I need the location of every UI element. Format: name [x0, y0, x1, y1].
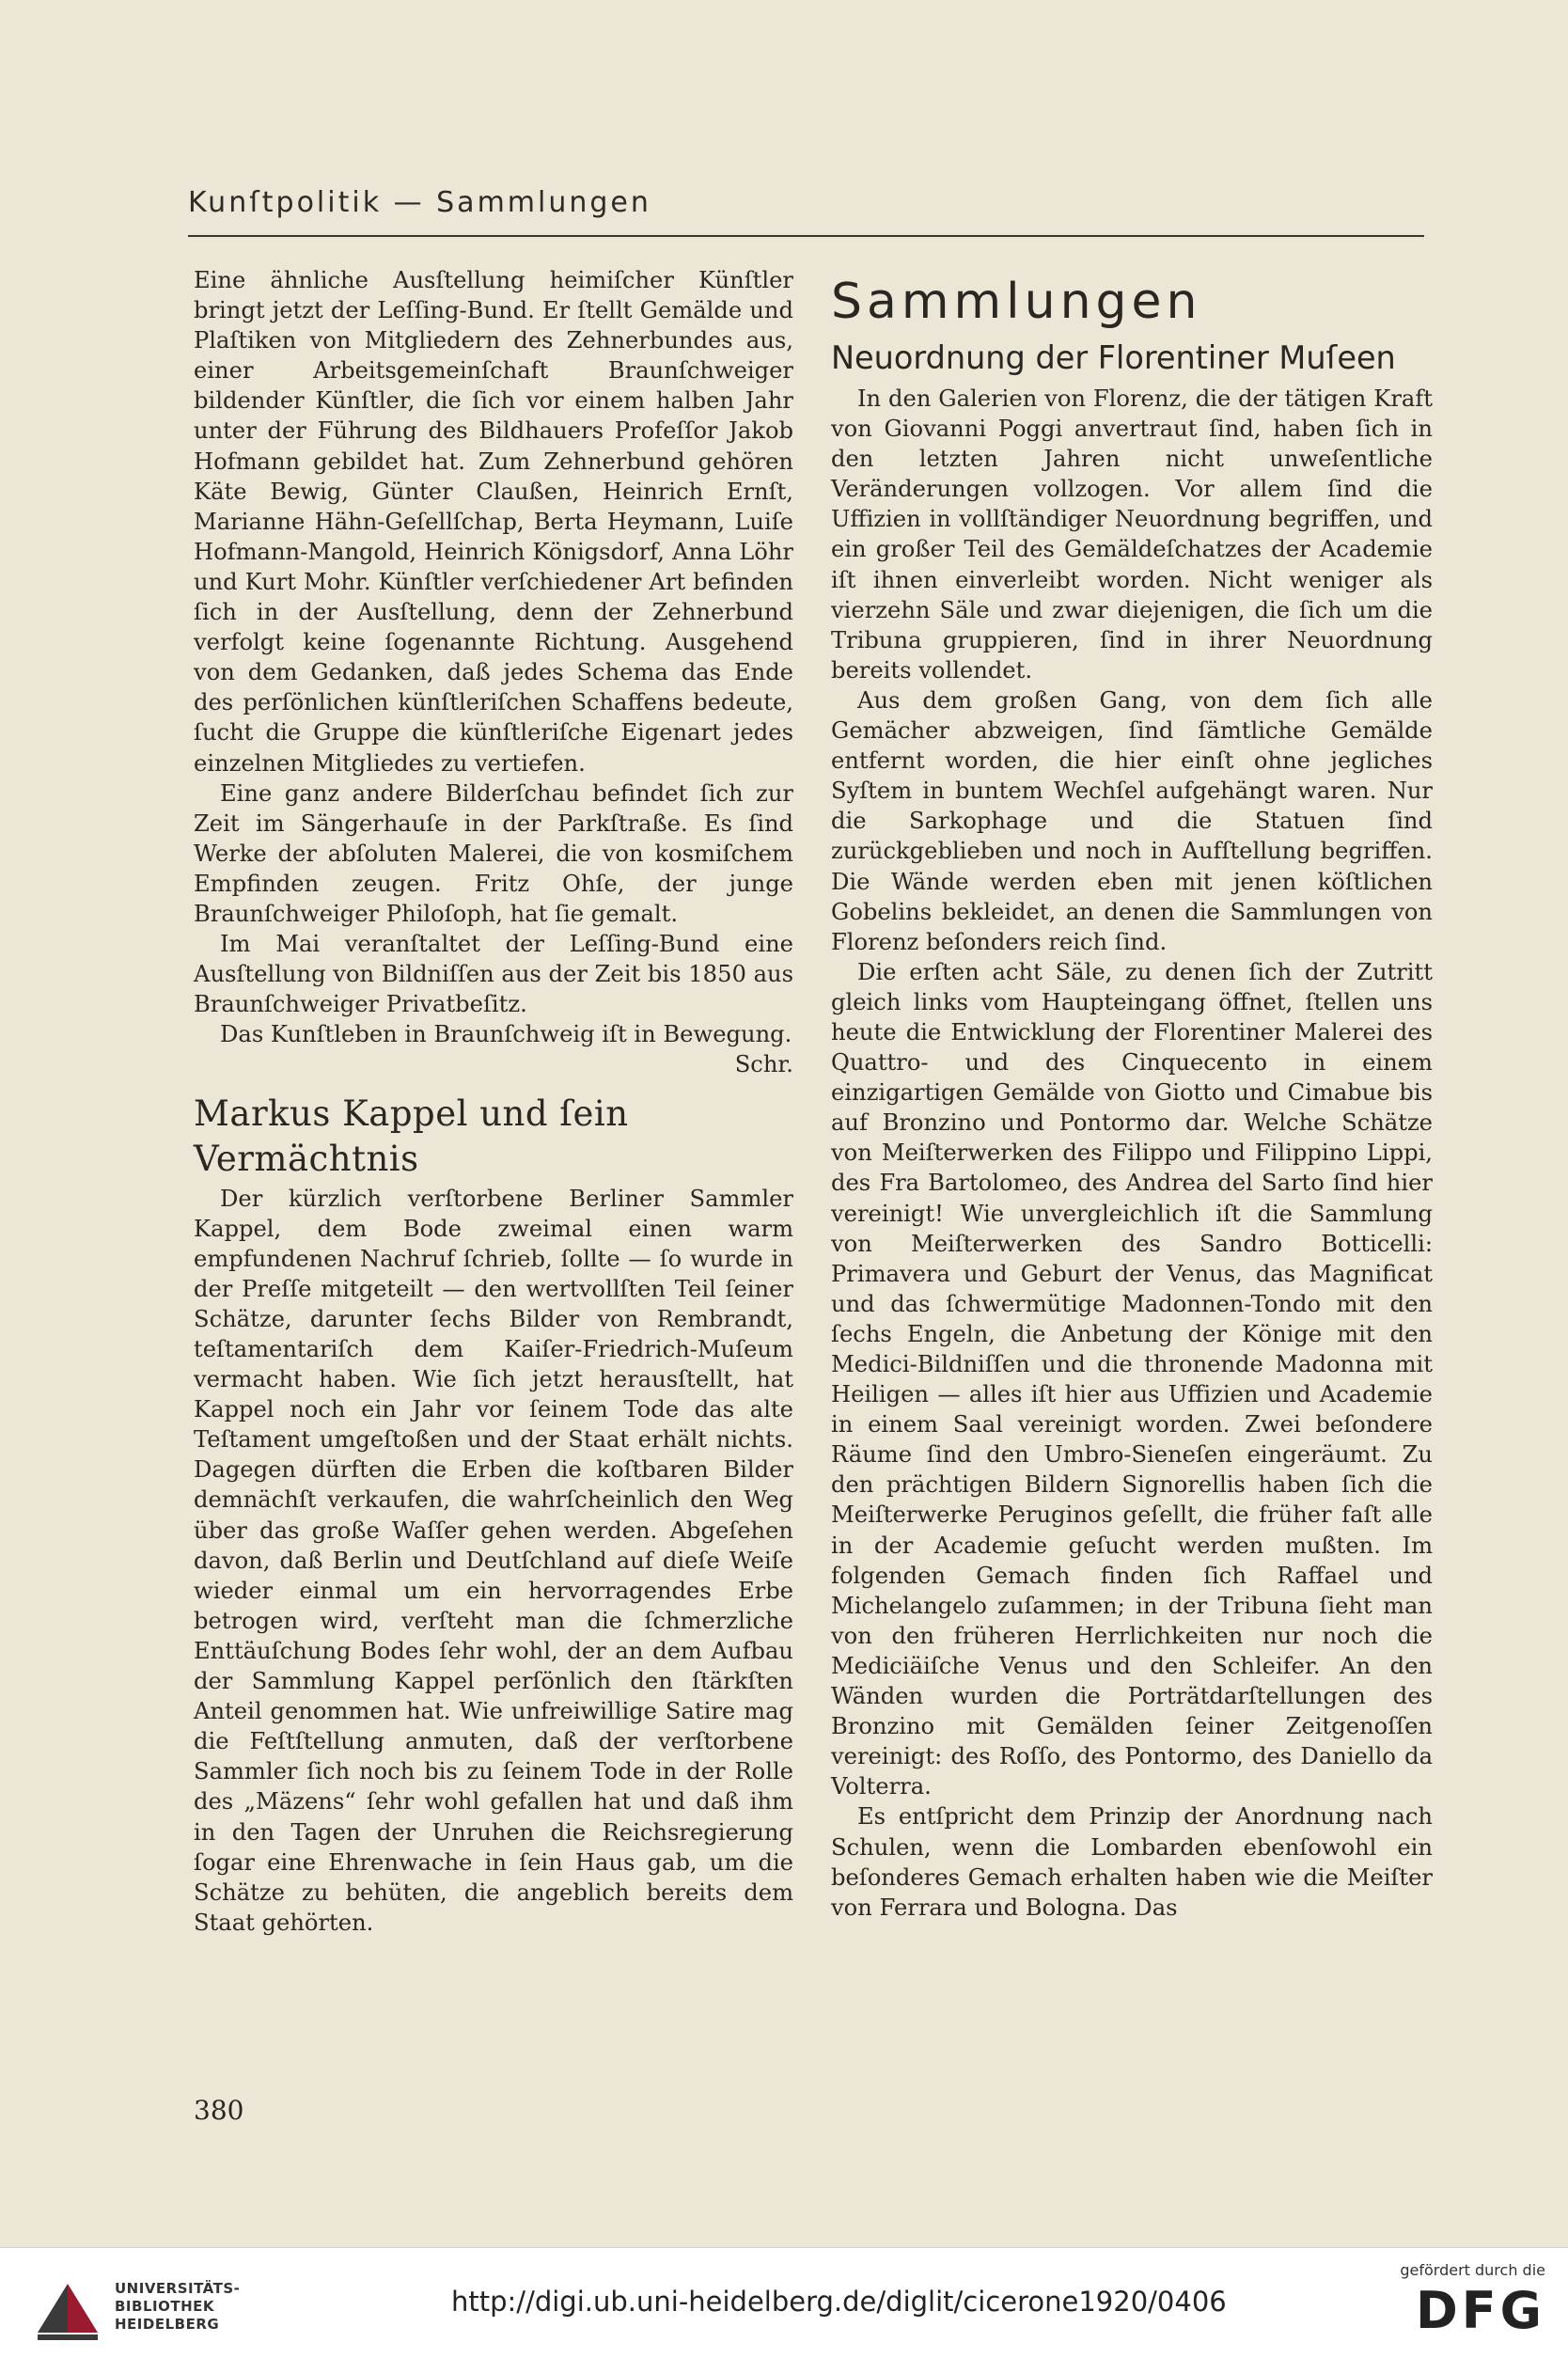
university-library-logo-icon[interactable]	[34, 2276, 102, 2344]
running-head: Kunſtpolitik — Sammlungen	[188, 186, 651, 219]
paragraph: In den Galerien von Florenz, die der tätigen Kraft von Giovanni Poggi anvertraut ſind, haben ſich in den letzten Jahren nicht unweſentliche Veränderungen vollzogen. Vor allem ſind die Uffizien in vollſtändiger Neuordnung begriffen, und ein großer Teil des Gemäldeſchatzes der Academie iſt ihnen einverleibt worden. Nicht weniger als vierzehn Säle und zwar diejenigen, die ſich um die Tribuna gruppieren, ſind in ihrer Neuordnung bereits vollendet.	[831, 385, 1433, 684]
paragraph: Es entſpricht dem Prinzip der Anordnung nach Schulen, wenn die Lombarden ebenſowohl ein beſonderes Gemach erhalten haben wie die Meiſter von Ferrara und Bologna. Das	[831, 1803, 1433, 1921]
institution-line: BIBLIOTHEK	[115, 2298, 214, 2315]
funding-caption: gefördert durch die	[1400, 2261, 1545, 2279]
right-column	[831, 265, 1433, 1923]
paragraph: Der kürzlich verſtorbene Berliner Sammler Kappel, dem Bode zweimal einen warm empfundenen Nachruf ſchrieb, ſollte — ſo wurde in der Preſſe mitgeteilt — den wertvollſten Teil ſeiner Schätze, darunter ſechs Bilder von Rembrandt, teſtamentariſch dem Kaiſer-Friedrich-Muſeum vermacht haben. Wie ſich jetzt herausſtellt, hat Kappel noch ein Jahr vor ſeinem Tode das alte Teſtament umgeſtoßen und der Staat erhält nichts. Dagegen dürften die Erben die koſtbaren Bilder demnächſt verkaufen, die wahrſcheinlich den Weg über das große Waſſer gehen werden. Abgeſehen davon, daß Berlin und Deutſchland auf dieſe Weiſe wieder einmal um ein hervorragendes Erbe betrogen wird, verſteht man die ſchmerzliche Enttäuſchung Bodes ſehr wohl, der an dem Aufbau der Sammlung Kappel perſönlich den ſtärkſten Anteil genommen hat. Wie unfreiwillige Satire mag die Feſtſtellung anmuten, daß der verſtorbene Sammler ſich noch bis zu ſeinem Tode in der Rolle des „Mäzens“ ſehr wohl gefallen hat und daß ihm in den Tagen der Unruhen die Reichsregierung ſogar eine Ehrenwache in ſein Haus gab, um die Schätze zu behüten, die angeblich bereits dem Staat gehörten.	[194, 1185, 793, 1936]
article-heading: Neuordnung der Florentiner Muſeen	[831, 339, 1396, 376]
viewer-footer	[0, 2247, 1568, 2358]
header-rule	[188, 235, 1424, 237]
paragraph: Im Mai veranſtaltet der Leſſing-Bund eine Ausſtellung von Bildniſſen aus der Zeit bis 1850 aus Braunſchweiger Privatbeſitz.	[194, 931, 793, 1018]
section-heading: Markus Kappel und ſein Vermächtnis	[194, 1093, 629, 1179]
paragraph: Eine ähnliche Ausſtellung heimiſcher Künſtler bringt jetzt der Leſſing-Bund. Er ſtellt Gemälde und Plaſtiken von Mitgliedern des Zehnerbundes aus, einer Arbeitsgemeinſchaft Braunſchweiger bildender Künſtler, die ſich vor einem halben Jahr unter der Führung des Bildhauers Profeſſor Jakob Hofmann gebildet hat. Zum Zehnerbund gehören Käte Bewig, Günter Claußen, Heinrich Ernſt, Marianne Hähn-Geſellſchap, Berta Heymann, Luiſe Hofmann-Mangold, Heinrich Königsdorf, Anna Löhr und Kurt Mohr. Künſtler verſchiedener Art befinden ſich in der Ausſtellung, denn der Zehnerbund verfolgt keine ſogenannte Richtung. Ausgehend von dem Gedanken, daß jedes Schema das Ende des perſönlichen künſtleriſchen Schaffens bedeute, ſucht die Gruppe die künſtleriſche Eigenart jedes einzelnen Mitgliedes zu vertiefen.	[194, 267, 793, 777]
author-signature: Schr.	[734, 1051, 793, 1078]
institution-line: UNIVERSITÄTS-	[115, 2280, 241, 2297]
paragraph: Eine ganz andere Bilderſchau befindet ſich zur Zeit im Sängerhauſe in der Parkſtraße. Es ſind Werke der abſoluten Malerei, die von kosmiſchem Empfinden zeugen. Fritz Ohſe, der junge Braunſchweiger Philoſoph, hat ſie gemalt.	[194, 779, 793, 927]
paragraph: Die erſten acht Säle, zu denen ſich der Zutritt gleich links vom Haupteingang öffnet, ſtellen uns heute die Entwicklung der Florentiner Malerei des Quattro- und des Cinquecento in einem einzigartigen Gemälde von Giotto und Cimabue bis auf Bronzino und Pontormo dar. Welche Schätze von Meiſterwerken des Filippo und Filippino Lippi, des Fra Bartolomeo, des Andrea del Sarto ſind hier vereinigt! Wie unvergleichlich iſt die Sammlung von Meiſterwerken des Sandro Botticelli: Primavera und Geburt der Venus, das Magnificat und das ſchwermütige Madonnen-Tondo mit den ſechs Engeln, die Anbetung der Könige mit den Medici-Bildniſſen und die thronende Madonna mit Heiligen — alles iſt hier aus Uffizien und Academie in einem Saal vereinigt worden. Zwei beſondere Räume ſind den Umbro-Sieneſen eingeräumt. Zu den prächtigen Bildern Signorellis haben ſich die Meiſterwerke Peruginos geſellt, die früher faſt alle in der Academie geſucht werden mußten. Im folgenden Gemach finden ſich Raffael und Michelangelo zuſammen; in der Tribuna ſieht man von den früheren Herrlichkeiten nur noch die Mediciäiſche Venus und den Schleifer. An den Wänden wurden die Porträtdarſtellungen des Bronzino mit Gemälden ſeiner Zeitgenoſſen vereinigt: des Roſſo, des Pontormo, des Daniello da Volterra.	[831, 958, 1433, 1800]
page-number: 380	[194, 2095, 244, 2126]
section-title: Sammlungen	[831, 274, 1202, 330]
university-library-name[interactable]	[115, 2280, 240, 2334]
paragraph	[194, 1019, 793, 1079]
permalink-url[interactable]: http://digi.ub.uni-heidelberg.de/diglit/cicerone1920/0406	[451, 2286, 1227, 2318]
institution-line: HEIDELBERG	[115, 2316, 220, 2333]
left-column	[194, 265, 793, 1938]
paragraph-text: Das Kunſtleben in Braunſchweig iſt in Bewegung.	[220, 1021, 792, 1048]
paragraph: Aus dem großen Gang, von dem ſich alle Gemächer abzweigen, ſind ſämtliche Gemälde entfernt worden, die hier einſt ohne jegliches Syſtem in buntem Wechſel aufgehängt waren. Nur die Sarkophage und die Statuen ſind zurückgeblieben und noch in Aufſtellung begriffen. Die Wände werden eben mit jenen köſtlichen Gobelins bekleidet, an denen die Sammlungen von Florenz beſonders reich ſind.	[831, 686, 1433, 955]
funding-notice[interactable]	[1400, 2261, 1545, 2340]
dfg-logo: DFG	[1415, 2281, 1545, 2340]
